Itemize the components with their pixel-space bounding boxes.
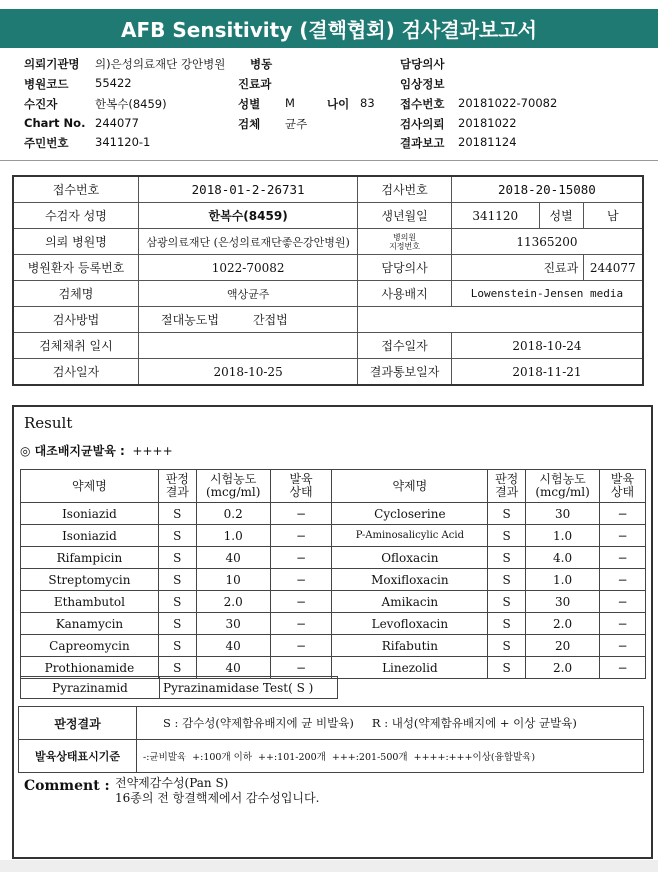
designated-label-2: 지정번호 — [389, 241, 420, 251]
judge-text — [137, 707, 644, 740]
notify-label: 결과통보일자 — [358, 359, 452, 386]
header-growth-2: 상태 — [610, 485, 635, 499]
bottom-strip — [0, 860, 658, 872]
header-conc-1: 시험농도 — [210, 472, 257, 486]
header-growth-left — [270, 470, 332, 503]
receipt-no-label: 접수번호 — [13, 176, 138, 203]
cell-result: S — [488, 613, 526, 635]
header-judge-left — [158, 470, 196, 503]
age-label: 나이 — [327, 97, 350, 111]
cell-result: S — [488, 503, 526, 525]
receive-label: 접수일자 — [358, 333, 452, 359]
test-date-label: 검사일자 — [13, 359, 138, 386]
designated-label — [358, 229, 452, 255]
cell-growth: − — [270, 569, 332, 591]
receipt-label: 접수번호 — [400, 97, 445, 111]
chart-value: 244077 — [95, 116, 139, 130]
id-value: 341120-1 — [95, 135, 151, 149]
cell-drug: Isoniazid — [21, 525, 159, 547]
cell-conc: 2.0 — [196, 591, 270, 613]
table-row — [21, 635, 646, 657]
test-no: 2018-20-15080 — [451, 176, 643, 203]
cell-conc: 4.0 — [526, 547, 600, 569]
cell-conc: 40 — [196, 657, 270, 679]
cell-conc: 10 — [196, 569, 270, 591]
cell-result: S — [158, 635, 196, 657]
cell-growth: − — [270, 591, 332, 613]
header-growth-right — [600, 470, 646, 503]
designated-label-1: 병의원 — [392, 232, 417, 242]
cell-conc: 30 — [526, 503, 600, 525]
registration-table — [12, 175, 644, 386]
judge-text-r: R : 내성(약제함유배지에 + 이상 균발육) — [371, 716, 577, 730]
cell-drug: Levofloxacin — [332, 613, 488, 635]
collect-label: 검체채취 일시 — [13, 333, 138, 359]
drug-table — [20, 469, 646, 679]
header-conc-2: (mcg/ml) — [205, 485, 261, 499]
cell-drug: P-Aminosalicylic Acid — [332, 525, 488, 547]
report-label: 결과보고 — [400, 136, 445, 150]
cell-conc: 1.0 — [526, 569, 600, 591]
control-growth — [20, 442, 173, 459]
header-conc-1: 시험농도 — [539, 472, 586, 486]
cell-conc: 30 — [196, 613, 270, 635]
result-title: Result — [24, 414, 73, 432]
judge-label: 판정결과 — [19, 707, 137, 740]
cell-result: S — [158, 525, 196, 547]
header-conc-right — [526, 470, 600, 503]
method-2: 간접법 — [252, 313, 288, 327]
cell-conc: 20 — [526, 635, 600, 657]
cell-growth: − — [270, 613, 332, 635]
table-row — [21, 547, 646, 569]
cell-result: S — [488, 547, 526, 569]
cell-result: S — [158, 613, 196, 635]
method-label: 검사방법 — [13, 307, 138, 333]
control-growth-value: ++++ — [132, 444, 173, 458]
reg-no: 1022-70082 — [138, 255, 357, 281]
hospital-label: 의뢰 병원명 — [13, 229, 138, 255]
report-value: 20181124 — [458, 135, 517, 149]
test-no-label: 검사번호 — [358, 176, 452, 203]
cell-drug: Isoniazid — [21, 503, 159, 525]
cell-drug: Amikacin — [332, 591, 488, 613]
cell-conc: 1.0 — [526, 525, 600, 547]
name-label: 수검자 성명 — [13, 203, 138, 229]
cell-growth: − — [600, 547, 646, 569]
header-judge-1: 판정 — [495, 472, 519, 486]
ward-label: 병동 — [250, 57, 273, 71]
table-row — [21, 591, 646, 613]
cell-drug: Rifampicin — [21, 547, 159, 569]
specimen-value: 균주 — [285, 117, 308, 131]
pza-result: Pyrazinamidase Test( S ) — [160, 677, 338, 699]
cell-growth: − — [600, 635, 646, 657]
institution-label: 의뢰기관명 — [24, 57, 80, 71]
report-title: AFB Sensitivity (결핵협회) 검사결과보고서 — [0, 9, 658, 48]
judge-text-s: S : 감수성(약제함유배지에 균 비발육) — [163, 716, 354, 730]
cell-result: S — [158, 503, 196, 525]
table-row — [21, 613, 646, 635]
cell-result: S — [488, 569, 526, 591]
header-growth-1: 발육 — [289, 472, 313, 486]
cell-drug: Ofloxacin — [332, 547, 488, 569]
cell-conc: 1.0 — [196, 525, 270, 547]
reg-no-label: 병원환자 등록번호 — [13, 255, 138, 281]
growth-label: 발육상태표시기준 — [19, 740, 137, 773]
hospital-code-label: 병원코드 — [24, 77, 69, 91]
header-conc-2: (mcg/ml) — [535, 485, 590, 499]
cell-conc: 40 — [196, 635, 270, 657]
department-label: 진료과 — [238, 77, 272, 91]
legend-table — [18, 706, 644, 773]
institution-value: 의)은성의료재단 강안병원 — [95, 57, 226, 71]
cell-drug: Kanamycin — [21, 613, 159, 635]
cell-growth: − — [600, 525, 646, 547]
id-label: 주민번호 — [24, 136, 69, 150]
pza-drug: Pyrazinamid — [21, 677, 160, 699]
dept: 244077 — [583, 255, 643, 281]
comment-line-2: 16종의 전 항결핵제에서 감수성입니다. — [115, 791, 320, 805]
cell-result: S — [488, 591, 526, 613]
cell-conc: 30 — [526, 591, 600, 613]
cell-drug: Streptomycin — [21, 569, 159, 591]
cell-result: S — [158, 591, 196, 613]
cell-growth: − — [600, 591, 646, 613]
hospital-code-value: 55422 — [95, 76, 132, 90]
cell-growth: − — [600, 613, 646, 635]
cell-drug: Prothionamide — [21, 657, 159, 679]
receive: 2018-10-24 — [451, 333, 643, 359]
cell-result: S — [158, 657, 196, 679]
receipt-value: 20181022-70082 — [458, 96, 558, 110]
name: 한복수(8459) — [138, 203, 357, 229]
cell-drug: Rifabutin — [332, 635, 488, 657]
patient-value: 한복수(8459) — [95, 97, 167, 111]
header-conc-left — [196, 470, 270, 503]
cell-result: S — [488, 657, 526, 679]
doctor-label: 담당의사 — [400, 57, 445, 71]
cell-conc: 2.0 — [526, 657, 600, 679]
hospital: 삼광의료재단 (은성의료재단좋은강안병원) — [138, 229, 357, 255]
birth: 341120 — [451, 203, 539, 229]
cell-conc: 2.0 — [526, 613, 600, 635]
specimen: 액상균주 — [138, 281, 357, 307]
comment-label: Comment : — [24, 778, 110, 794]
header-judge-2: 결과 — [165, 485, 189, 499]
medium: Lowenstein-Jensen media — [451, 281, 643, 307]
cell-growth: − — [270, 635, 332, 657]
birth-label: 생년월일 — [358, 203, 452, 229]
age-value: 83 — [360, 96, 375, 110]
control-growth-label: ◎ 대조배지균발육 : — [20, 444, 125, 458]
cell-result: S — [158, 547, 196, 569]
sex-label: 성별 — [539, 203, 583, 229]
header-judge-1: 판정 — [165, 472, 189, 486]
clinical-label: 임상정보 — [400, 77, 445, 91]
cell-growth: − — [600, 657, 646, 679]
table-row — [21, 503, 646, 525]
cell-conc: 40 — [196, 547, 270, 569]
patient-label: 수진자 — [24, 97, 58, 111]
cell-drug: Capreomycin — [21, 635, 159, 657]
table-row — [21, 525, 646, 547]
comment-line-1: 전약제감수성(Pan S) — [115, 776, 229, 790]
sex: 남 — [583, 203, 643, 229]
comment-text — [115, 776, 319, 806]
dept-label: 진료과 — [539, 255, 583, 281]
test-date: 2018-10-25 — [138, 359, 357, 386]
header-drug-right: 약제명 — [332, 470, 488, 503]
sex-label: 성별 — [238, 97, 261, 111]
method-1: 절대농도법 — [160, 313, 219, 327]
cell-drug: Cycloserine — [332, 503, 488, 525]
medium-label: 사용배지 — [358, 281, 452, 307]
cell-result: S — [488, 525, 526, 547]
method-blank — [358, 307, 643, 333]
header-growth-2: 상태 — [289, 485, 313, 499]
method — [138, 307, 357, 333]
header-drug-left: 약제명 — [21, 470, 159, 503]
growth-text: -:균비발육 +:100개 이하 ++:101-200개 +++:201-500개 ++++:+++이상(융합발육) — [137, 740, 644, 773]
cell-growth: − — [600, 569, 646, 591]
designated-no: 11365200 — [451, 229, 643, 255]
collect — [138, 333, 357, 359]
request-value: 20181022 — [458, 116, 517, 130]
cell-growth: − — [600, 503, 646, 525]
request-label: 검사의뢰 — [400, 117, 445, 131]
cell-drug: Ethambutol — [21, 591, 159, 613]
specimen-label: 검체명 — [13, 281, 138, 307]
divider — [0, 160, 658, 161]
cell-growth: − — [270, 657, 332, 679]
cell-result: S — [158, 569, 196, 591]
pza-table — [20, 676, 338, 699]
cell-growth: − — [270, 503, 332, 525]
header-judge-2: 결과 — [495, 485, 519, 499]
table-row — [21, 569, 646, 591]
cell-result: S — [488, 635, 526, 657]
notify: 2018-11-21 — [451, 359, 643, 386]
cell-drug: Linezolid — [332, 657, 488, 679]
receipt-no: 2018-01-2-26731 — [138, 176, 357, 203]
doctor-label: 담당의사 — [358, 255, 452, 281]
specimen-label: 검체 — [238, 117, 261, 131]
chart-label: Chart No. — [24, 116, 86, 130]
cell-conc: 0.2 — [196, 503, 270, 525]
cell-growth: − — [270, 547, 332, 569]
header-growth-1: 발육 — [610, 472, 635, 486]
header-judge-right — [488, 470, 526, 503]
doctor-empty — [451, 255, 539, 281]
cell-growth: − — [270, 525, 332, 547]
sex-value: M — [285, 96, 295, 110]
cell-drug: Moxifloxacin — [332, 569, 488, 591]
